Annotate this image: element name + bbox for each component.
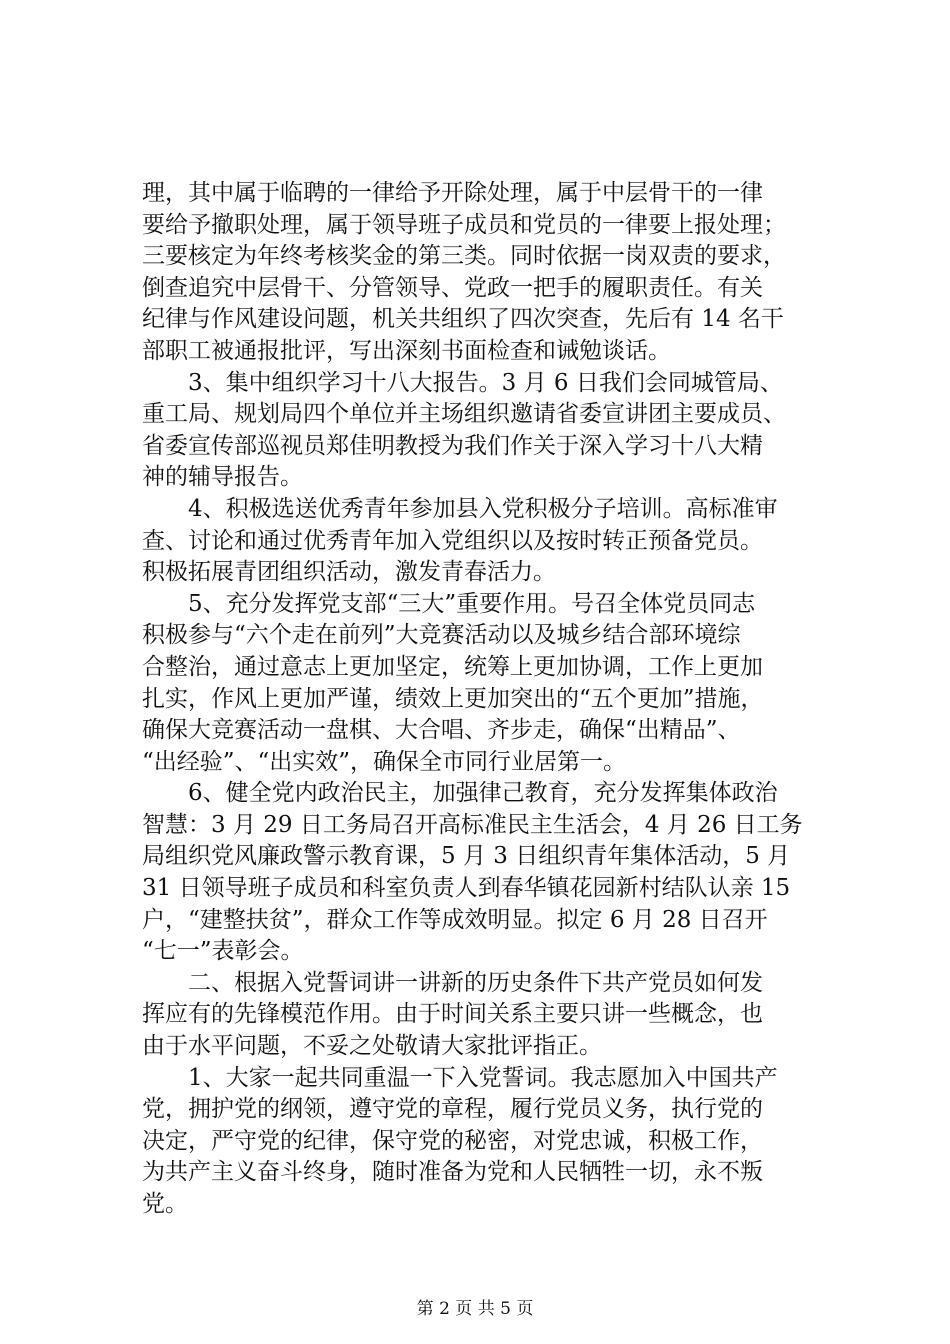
- text-line: 党。: [142, 1191, 188, 1217]
- text-line: 确保大竞赛活动一盘棋、大合唱、齐步走，确保“出精品”、: [142, 717, 741, 744]
- text-line: 局组织党风廉政警示教育课，5 月 3 日组织青年集体活动，5 月: [142, 843, 791, 870]
- text-line: 倒查追究中层骨干、分管领导、党政一把手的履职责任。有关: [142, 274, 763, 301]
- text-line: 挥应有的先锋模范作用。由于时间关系主要只讲一些概念，也: [142, 1001, 763, 1028]
- text-line: 决定，严守党的纪律，保守党的秘密，对党忠诚，积极工作，: [142, 1127, 763, 1154]
- text-line: 党，拥护党的纲领，遵守党的章程，履行党员义务，执行党的: [142, 1096, 763, 1123]
- text-line: 智慧：3 月 29 日工务局召开高标准民主生活会，4 月 26 日工务: [142, 811, 803, 838]
- text-line: “出经验”、“出实效”，确保全市同行业居第一。: [142, 748, 627, 775]
- text-line: 省委宣传部巡视员郑佳明教授为我们作关于深入学习十八大精: [142, 432, 763, 459]
- text-line: 由于水平问题，不妥之处敬请大家批评指正。: [142, 1033, 602, 1060]
- text-line: 5、充分发挥党支部“三大”重要作用。号召全体党员同志: [142, 590, 756, 617]
- text-line: 6、健全党内政治民主，加强律己教育，充分发挥集体政治: [142, 780, 778, 807]
- text-line: 4、积极选送优秀青年参加县入党积极分子培训。高标准审: [142, 495, 778, 522]
- text-line: 三要核定为年终考核奖金的第三类。同时依据一岗双责的要求，: [142, 243, 786, 270]
- text-line: “七一”表彰会。: [142, 938, 304, 965]
- text-line: 31 日领导班子成员和科室负责人到春华镇花园新村结队认亲 15: [142, 875, 791, 902]
- text-line: 重工局、规划局四个单位并主场组织邀请省委宣讲团主要成员、: [142, 401, 786, 428]
- text-line: 为共产主义奋斗终身，随时准备为党和人民牺牲一切，永不叛: [142, 1159, 763, 1186]
- text-line: 二、根据入党誓词讲一讲新的历史条件下共产党员如何发: [142, 969, 763, 996]
- page-footer: 第 2 页 共 5 页: [416, 1299, 534, 1319]
- text-line: 扎实，作风上更加严谨，绩效上更加突出的“五个更加”措施，: [142, 685, 764, 712]
- text-line: 积极参与“六个走在前列”大竞赛活动以及城乡结合部环境综: [142, 622, 741, 649]
- text-line: 积极拓展青团组织活动，激发青春活力。: [142, 559, 556, 586]
- text-line: 部职工被通报批评，写出深刻书面检查和诫勉谈话。: [142, 337, 671, 364]
- text-line: 理，其中属于临聘的一律给予开除处理，属于中层骨干的一律: [142, 180, 763, 206]
- text-line: 合整治，通过意志上更加坚定，统筹上更加协调，工作上更加: [142, 653, 763, 680]
- text-line: 神的辅导报告。: [142, 464, 303, 491]
- text-line: 纪律与作风建设问题，机关共组织了四次突查，先后有 14 名干: [142, 306, 784, 333]
- document-body: [142, 178, 830, 1221]
- text-line: 1、大家一起共同重温一下入党誓词。我志愿加入中国共产: [142, 1064, 778, 1091]
- text-line: 户，“建整扶贫”，群众工作等成效明显。拟定 6 月 28 日召开: [142, 906, 768, 933]
- text-line: 3、集中组织学习十八大报告。3 月 6 日我们会同城管局、: [142, 369, 783, 396]
- text-line: 要给予撤职处理，属于领导班子成员和党员的一律要上报处理；: [142, 211, 786, 238]
- text-line: 查、讨论和通过优秀青年加入党组织以及按时转正预备党员。: [142, 527, 763, 554]
